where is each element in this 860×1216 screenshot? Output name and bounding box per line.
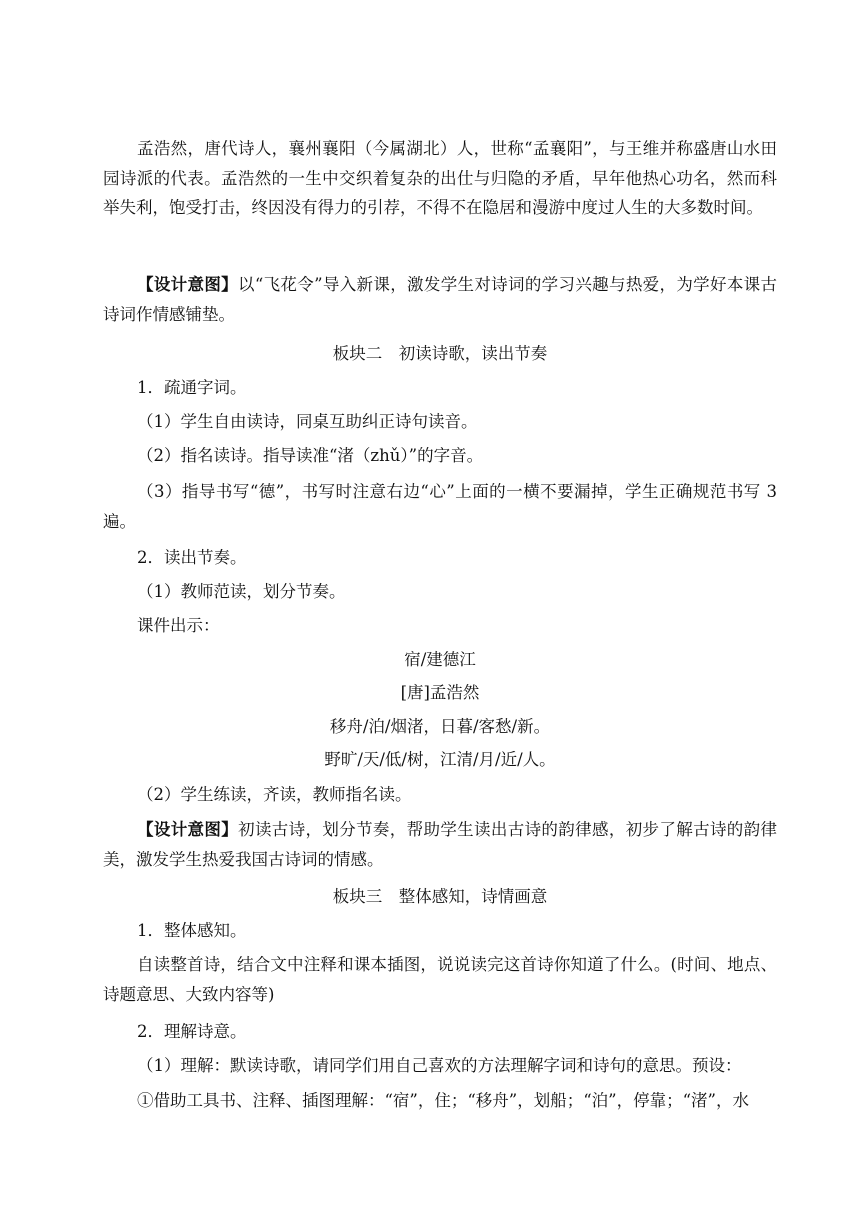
intro-paragraph: 孟浩然，唐代诗人，襄州襄阳（今属湖北）人，世称“孟襄阳”，与王维并称盛唐山水田园诗派的代表。孟浩然的一生中交织着复杂的出仕与归隐的矛盾，早年他热心功名，然而科举失利，饱受打击，终因没有得力的引荐，不得不在隐居和漫游中度过人生的大多数时间。: [103, 139, 777, 217]
design-intent-label: 【设计意图】: [137, 275, 238, 294]
step-item: （1）教师范读，划分节奏。: [137, 582, 346, 601]
design-intent-text: 以“飞花令”导入新课，激发学生对诗词的学习兴趣与热爱，为学好本课古诗词作情感铺垫。: [103, 275, 778, 324]
step-item: （1）学生自由读诗，同桌互助纠正诗句读音。: [137, 412, 478, 431]
step-item-paragraph: ①借助工具书、注释、插图理解：“宿”，住；“移舟”，划船；“泊”，停靠；“渚”，水: [137, 1091, 749, 1110]
design-intent-paragraph: [103, 270, 777, 329]
courseware-label: 课件出示：: [137, 616, 220, 635]
step-item: （2）指名读诗。指导读准“渚（zhǔ）”的字音。: [137, 446, 484, 465]
poem-line: 野旷/天/低/树，江清/月/近/人。: [324, 750, 556, 769]
design-intent-paragraph: [103, 815, 777, 874]
step-heading: 2．读出节奏。: [137, 548, 247, 567]
step-item: （1）理解：默读诗歌，请同学们用自己喜欢的方法理解字词和诗句的意思。预设：: [137, 1056, 742, 1075]
poem-line: 移舟/泊/烟渚，日暮/客愁/新。: [329, 717, 551, 736]
step-heading: 2．理解诗意。: [137, 1022, 247, 1041]
step-heading: 1．疏通字词。: [137, 378, 247, 397]
design-intent-label: 【设计意图】: [137, 820, 239, 839]
design-intent-text: 初读古诗，划分节奏，帮助学生读出古诗的韵律感，初步了解古诗的韵律美，激发学生热爱我国古诗词的情感。: [103, 820, 778, 869]
poem-title: 宿/建德江: [404, 650, 476, 669]
step-item: （2）学生练读，齐读，教师指名读。: [137, 785, 412, 804]
poem-author: [唐]孟浩然: [400, 683, 480, 702]
step-paragraph: 自读整首诗，结合文中注释和课本插图，说说读完这首诗你知道了什么。(时间、地点、诗题意思、大致内容等): [103, 955, 777, 1004]
section-heading: 板块三 整体感知，诗情画意: [332, 887, 548, 906]
step-item-paragraph: （3）指导书写“德”，书写时注意右边“心”上面的一横不要漏掉，学生正确规范书写 3 遍。: [103, 482, 777, 531]
step-heading: 1．整体感知。: [137, 921, 247, 940]
section-heading: 板块二 初读诗歌，读出节奏: [332, 344, 548, 363]
